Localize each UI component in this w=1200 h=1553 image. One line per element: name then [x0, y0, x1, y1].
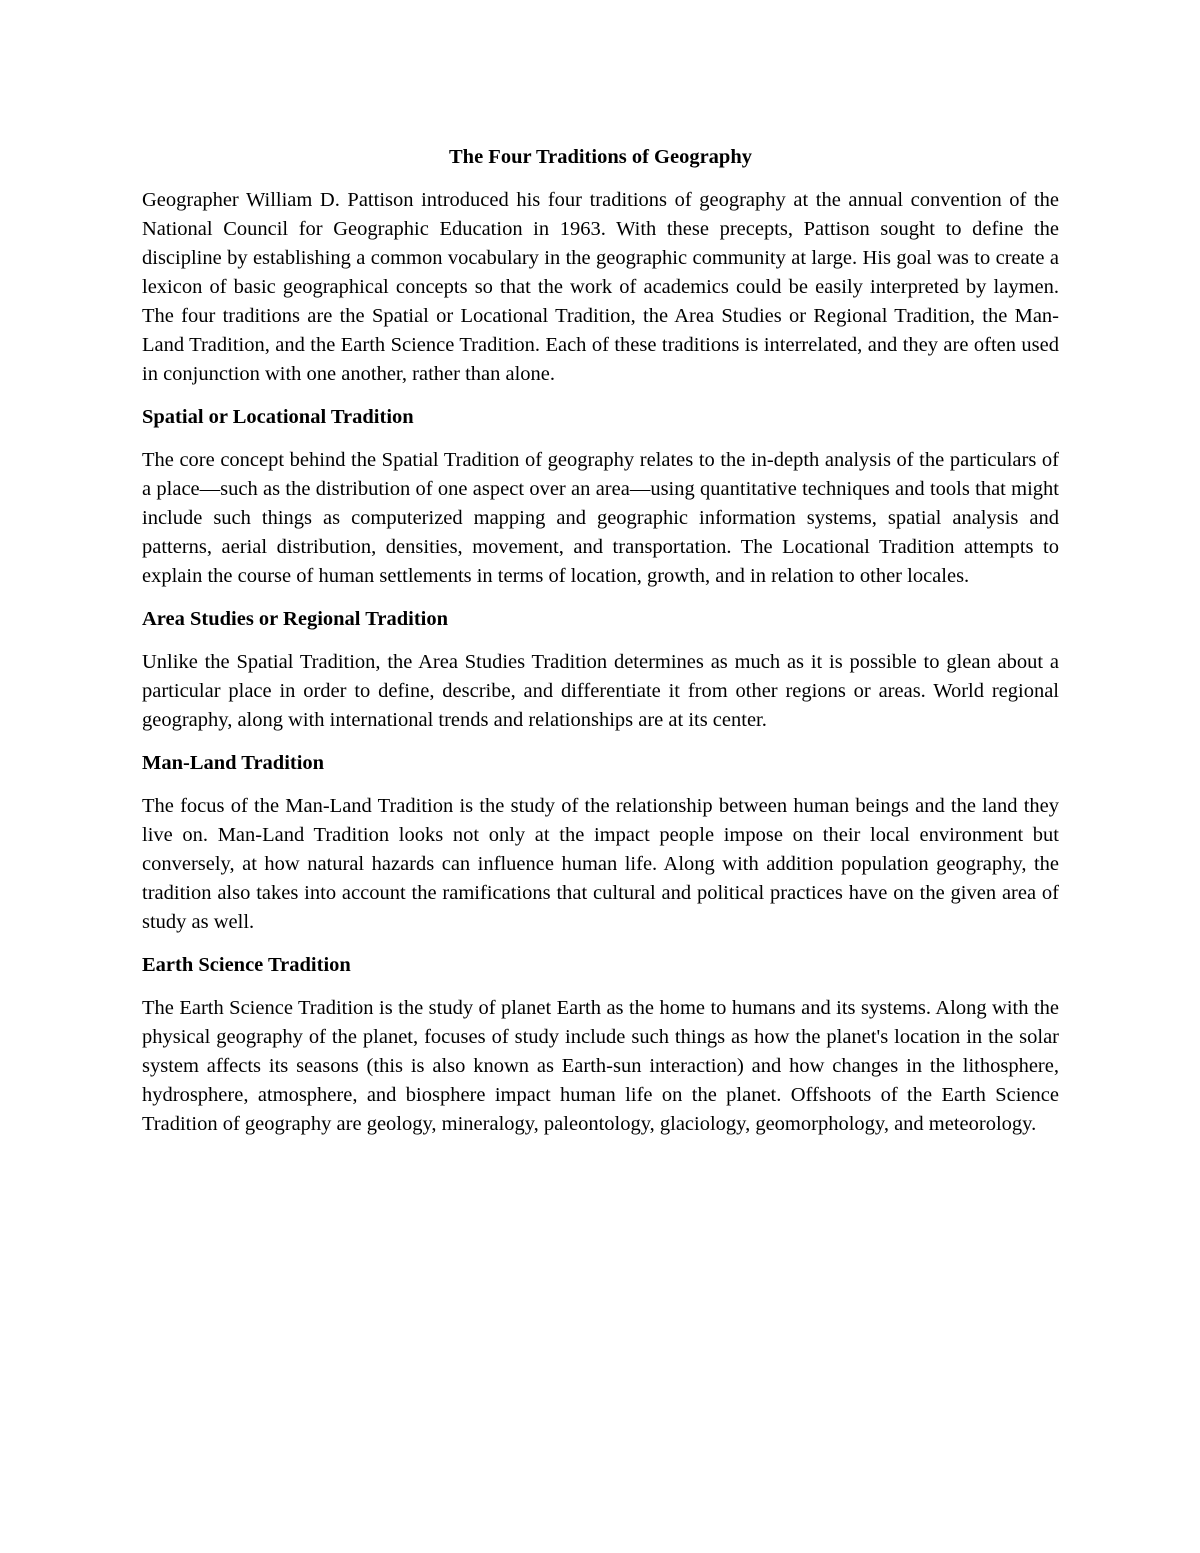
page-title: The Four Traditions of Geography — [449, 146, 752, 168]
section-body-spatial: The core concept behind the Spatial Tradition of geography relates to the in-depth analysis of the particulars of a place—such as the distribution of one aspect over an area—using quantitative techniques and tools that might include such things as computerized mapping and geographic information systems, spatial analysis and patterns, aerial distribution, densities, movement, and transportation. The Locational Tradition attempts to explain the course of human settlements in terms of location, growth, and in relation to other locales. — [142, 449, 1059, 587]
document-body — [142, 143, 1059, 1153]
section-body-man-land: The focus of the Man-Land Tradition is the study of the relationship between human beings and the land they live on. Man-Land Tradition looks not only at the impact people impose on their local environment but conversely, at how natural hazards can influence human life. Along with addition population geography, the tradition also takes into account the ramifications that cultural and political practices have on the given area of study as well. — [142, 795, 1059, 933]
section-heading-area-studies: Area Studies or Regional Tradition — [142, 608, 449, 630]
section-heading-earth-science: Earth Science Tradition — [142, 954, 351, 976]
section-body-earth-science: The Earth Science Tradition is the study of planet Earth as the home to humans and its systems. Along with the physical geography of the planet, focuses of study include such things as how the planet's location in the solar system affects its seasons (this is also known as Earth-sun interaction) and how changes in the lithosphere, hydrosphere, atmosphere, and biosphere impact human life on the planet. Offshoots of the Earth Science Tradition of geography are geology, mineralogy, paleontology, glaciology, geomorphology, and meteorology. — [142, 997, 1059, 1135]
intro-paragraph: Geographer William D. Pattison introduced his four traditions of geography at the annual convention of the National Council for Geographic Education in 1963. With these precepts, Pattison sought to define the discipline by establishing a common vocabulary in the geographic community at large. His goal was to create a lexicon of basic geographical concepts so that the work of academics could be easily interpreted by laymen. The four traditions are the Spatial or Locational Tradition, the Area Studies or Regional Tradition, the Man-Land Tradition, and the Earth Science Tradition. Each of these traditions is interrelated, and they are often used in conjunction with one another, rather than alone. — [142, 189, 1059, 385]
section-heading-man-land: Man-Land Tradition — [142, 752, 325, 774]
section-heading-spatial: Spatial or Locational Tradition — [142, 406, 414, 428]
section-body-area-studies: Unlike the Spatial Tradition, the Area Studies Tradition determines as much as it is possible to glean about a particular place in order to define, describe, and differentiate it from other regions or areas. World regional geography, along with international trends and relationships are at its center. — [142, 651, 1059, 731]
